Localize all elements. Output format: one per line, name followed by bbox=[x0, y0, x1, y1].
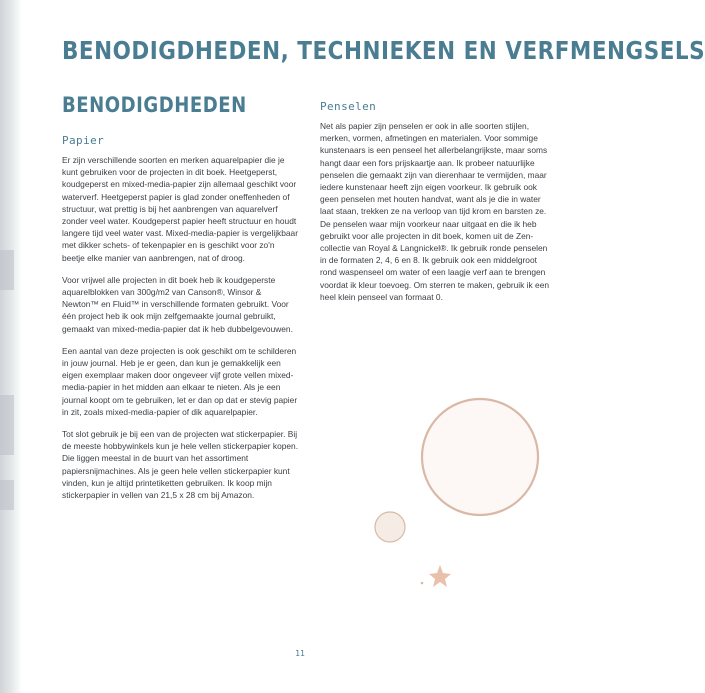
book-spine-edge bbox=[0, 0, 22, 693]
edge-shadow bbox=[0, 395, 14, 455]
subheading-penselen: Penselen bbox=[320, 100, 377, 113]
right-column bbox=[320, 100, 552, 313]
section-heading: BENODIGDHEDEN bbox=[62, 93, 247, 117]
planet-large-icon bbox=[422, 399, 538, 515]
paragraph: Voor vrijwel alle projecten in dit boek heb ik koudgeperste aquarelblokken van 300g/m2 van Canson®, Winsor & Newton™ en Fluid™ in verschillende formaten gebruikt. Voor één project heb ik ook mijn zelfgemaakte journal gebruikt, gemaakt van mixed-media-papier dat ik heb dubbelgevouwen. bbox=[62, 274, 293, 334]
page-number: 11 bbox=[295, 649, 305, 658]
paragraph: Er zijn verschillende soorten en merken aquarelpapier die je kunt gebruiken voor de projecten in dit boek. Heetgeperst, koudgeperst en mixed-media-papier zijn allemaal geschikt voor waterverf. Heetgeperst papier is glad zonder oneffenheden of structuur, wat prettig is bij het aanbrengen van aquarelverf zonder veel water. Koudgeperst papier heeft structuur en houdt langere tijd veel water vast. Mixed-media-papier is vergelijkbaar met dikker schets- of tekenpapier en is geschikt voor zo'n beetje elke manier van aanbrengen, nat of droog. bbox=[62, 155, 299, 263]
planet-small-icon bbox=[375, 512, 405, 542]
page-title: BENODIGDHEDEN, TECHNIEKEN EN VERFMENGSELS bbox=[62, 36, 705, 65]
paragraph: Net als papier zijn penselen er ook in alle soorten stijlen, merken, vormen, afmetingen en materialen. Voor sommige kunstenaars is een penseel het allerbelangrijkste, maar soms hangt daar een fors prijskaartje aan. Ik probeer natuurlijke penselen die gemaakt zijn van dierenhaar te vermijden, maar iedere kunstenaar heeft zijn eigen voorkeur. Ik gebruik ook geen penselen met houten handvat, want als je die in water laat staan, trekken ze na verloop van tijd krom en barsten ze. De penselen waar mijn voorkeur naar uitgaat en die ik heb gebruikt voor alle projecten in dit boek, komen uit de Zen-collectie van Royal & Langnickel®. Ik gebruik ronde penselen in de formaten 2, 4, 6 en 8. Ik gebruik ook een middelgroot rond waspenseel om water of een laagje verf aan te brengen voordat ik kleur toevoeg. Om sterren te maken, gebruik ik een heel klein penseel van formaat 0. bbox=[320, 121, 550, 302]
subheading-papier: Papier bbox=[62, 134, 105, 147]
planets-illustration bbox=[360, 395, 540, 605]
paragraph: Een aantal van deze projecten is ook geschikt om te schilderen in jouw journal. Heb je er geen, dan kun je gemakkelijk een eigen exemplaar maken door ongeveer vijf grote vellen mixed-media-papier in het midden aan elkaar te nieten. Als je een journal koopt om te gebruiken, let er dan op dat er stevig papier in zit, zoals mixed-media-papier of dik aquarelpapier. bbox=[62, 345, 298, 417]
edge-shadow bbox=[0, 250, 14, 290]
dot-icon bbox=[421, 582, 424, 585]
paragraph: Tot slot gebruik je bij een van de projecten wat stickerpapier. Bij de meeste hobbywinkels kun je hele vellen stickerpapier kopen. Die liggen meestal in de buurt van het assortiment papiersnijmachines. Als je geen hele vellen stickerpapier kunt vinden, kun je altijd printetiketten gebruiken. Ik koop mijn stickerpapier in vellen van 21,5 x 28 cm bij Amazon. bbox=[62, 429, 299, 501]
left-column bbox=[62, 134, 299, 511]
star-icon bbox=[429, 565, 451, 587]
edge-shadow bbox=[0, 480, 14, 510]
